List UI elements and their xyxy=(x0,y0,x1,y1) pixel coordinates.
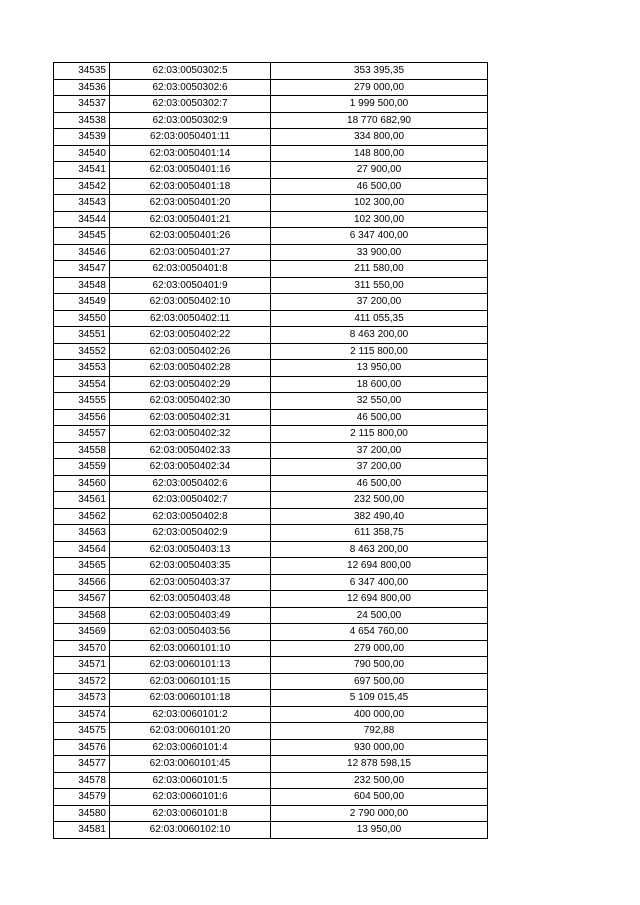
cadastral-number-cell: 62:03:0050402:9 xyxy=(110,525,271,542)
row-number-cell: 34571 xyxy=(54,657,110,674)
value-cell: 18 600,00 xyxy=(271,376,488,393)
cadastral-number-cell: 62:03:0050402:8 xyxy=(110,508,271,525)
value-cell: 2 115 800,00 xyxy=(271,426,488,443)
table-row xyxy=(54,310,488,327)
value-cell: 8 463 200,00 xyxy=(271,327,488,344)
value-cell: 400 000,00 xyxy=(271,706,488,723)
table-row xyxy=(54,426,488,443)
row-number-cell: 34542 xyxy=(54,178,110,195)
cadastral-number-cell: 62:03:0050402:10 xyxy=(110,294,271,311)
cadastral-number-cell: 62:03:0050402:34 xyxy=(110,459,271,476)
table-row xyxy=(54,360,488,377)
value-cell: 5 109 015,45 xyxy=(271,690,488,707)
value-cell: 2 790 000,00 xyxy=(271,805,488,822)
table-row xyxy=(54,591,488,608)
table-row xyxy=(54,145,488,162)
table-row xyxy=(54,475,488,492)
value-cell: 37 200,00 xyxy=(271,294,488,311)
cadastral-number-cell: 62:03:0050402:11 xyxy=(110,310,271,327)
table-row xyxy=(54,690,488,707)
row-number-cell: 34560 xyxy=(54,475,110,492)
cadastral-number-cell: 62:03:0050402:33 xyxy=(110,442,271,459)
row-number-cell: 34580 xyxy=(54,805,110,822)
row-number-cell: 34579 xyxy=(54,789,110,806)
value-cell: 33 900,00 xyxy=(271,244,488,261)
table-row xyxy=(54,228,488,245)
value-cell: 311 550,00 xyxy=(271,277,488,294)
row-number-cell: 34551 xyxy=(54,327,110,344)
table-row xyxy=(54,624,488,641)
cadastral-number-cell: 62:03:0050402:26 xyxy=(110,343,271,360)
value-cell: 232 500,00 xyxy=(271,772,488,789)
value-cell: 12 694 800,00 xyxy=(271,591,488,608)
row-number-cell: 34564 xyxy=(54,541,110,558)
cadastral-number-cell: 62:03:0050401:9 xyxy=(110,277,271,294)
table-row xyxy=(54,376,488,393)
value-cell: 6 347 400,00 xyxy=(271,228,488,245)
cadastral-number-cell: 62:03:0060101:13 xyxy=(110,657,271,674)
cadastral-number-cell: 62:03:0060101:15 xyxy=(110,673,271,690)
row-number-cell: 34575 xyxy=(54,723,110,740)
row-number-cell: 34544 xyxy=(54,211,110,228)
cadastral-number-cell: 62:03:0050402:6 xyxy=(110,475,271,492)
table-row xyxy=(54,640,488,657)
value-cell: 232 500,00 xyxy=(271,492,488,509)
value-cell: 382 490,40 xyxy=(271,508,488,525)
cadastral-number-cell: 62:03:0060101:20 xyxy=(110,723,271,740)
value-cell: 697 500,00 xyxy=(271,673,488,690)
value-cell: 32 550,00 xyxy=(271,393,488,410)
row-number-cell: 34550 xyxy=(54,310,110,327)
row-number-cell: 34581 xyxy=(54,822,110,839)
row-number-cell: 34578 xyxy=(54,772,110,789)
table-row xyxy=(54,723,488,740)
table-row xyxy=(54,508,488,525)
value-cell: 18 770 682,90 xyxy=(271,112,488,129)
value-cell: 611 358,75 xyxy=(271,525,488,542)
row-number-cell: 34540 xyxy=(54,145,110,162)
table-row xyxy=(54,492,488,509)
value-cell: 8 463 200,00 xyxy=(271,541,488,558)
table-row xyxy=(54,261,488,278)
cadastral-number-cell: 62:03:0050402:22 xyxy=(110,327,271,344)
cadastral-number-cell: 62:03:0060102:10 xyxy=(110,822,271,839)
cadastral-number-cell: 62:03:0050302:5 xyxy=(110,63,271,80)
value-cell: 411 055,35 xyxy=(271,310,488,327)
row-number-cell: 34554 xyxy=(54,376,110,393)
row-number-cell: 34535 xyxy=(54,63,110,80)
value-cell: 46 500,00 xyxy=(271,475,488,492)
table-row xyxy=(54,822,488,839)
table-row xyxy=(54,96,488,113)
row-number-cell: 34536 xyxy=(54,79,110,96)
row-number-cell: 34576 xyxy=(54,739,110,756)
table-row xyxy=(54,393,488,410)
table-body xyxy=(54,63,488,839)
table-row xyxy=(54,343,488,360)
row-number-cell: 34574 xyxy=(54,706,110,723)
row-number-cell: 34562 xyxy=(54,508,110,525)
row-number-cell: 34547 xyxy=(54,261,110,278)
cadastral-number-cell: 62:03:0050403:13 xyxy=(110,541,271,558)
cadastral-number-cell: 62:03:0050402:29 xyxy=(110,376,271,393)
table-row xyxy=(54,63,488,80)
cadastral-number-cell: 62:03:0050302:7 xyxy=(110,96,271,113)
table-row xyxy=(54,607,488,624)
table-row xyxy=(54,525,488,542)
row-number-cell: 34561 xyxy=(54,492,110,509)
table-row xyxy=(54,772,488,789)
row-number-cell: 34566 xyxy=(54,574,110,591)
value-cell: 27 900,00 xyxy=(271,162,488,179)
value-cell: 2 115 800,00 xyxy=(271,343,488,360)
table-row xyxy=(54,541,488,558)
row-number-cell: 34541 xyxy=(54,162,110,179)
value-cell: 12 878 598,15 xyxy=(271,756,488,773)
table-row xyxy=(54,178,488,195)
row-number-cell: 34537 xyxy=(54,96,110,113)
value-cell: 211 580,00 xyxy=(271,261,488,278)
cadastral-number-cell: 62:03:0050401:18 xyxy=(110,178,271,195)
row-number-cell: 34569 xyxy=(54,624,110,641)
value-cell: 12 694 800,00 xyxy=(271,558,488,575)
cadastral-number-cell: 62:03:0060101:2 xyxy=(110,706,271,723)
table-row xyxy=(54,657,488,674)
cadastral-number-cell: 62:03:0050401:16 xyxy=(110,162,271,179)
row-number-cell: 34568 xyxy=(54,607,110,624)
row-number-cell: 34552 xyxy=(54,343,110,360)
row-number-cell: 34546 xyxy=(54,244,110,261)
row-number-cell: 34570 xyxy=(54,640,110,657)
value-cell: 4 654 760,00 xyxy=(271,624,488,641)
row-number-cell: 34556 xyxy=(54,409,110,426)
table-row xyxy=(54,211,488,228)
value-cell: 13 950,00 xyxy=(271,822,488,839)
cadastral-number-cell: 62:03:0050401:26 xyxy=(110,228,271,245)
row-number-cell: 34573 xyxy=(54,690,110,707)
value-cell: 46 500,00 xyxy=(271,178,488,195)
cadastral-number-cell: 62:03:0050401:11 xyxy=(110,129,271,146)
table-row xyxy=(54,442,488,459)
cadastral-number-cell: 62:03:0060101:8 xyxy=(110,805,271,822)
table-row xyxy=(54,79,488,96)
table-row xyxy=(54,162,488,179)
value-cell: 24 500,00 xyxy=(271,607,488,624)
value-cell: 6 347 400,00 xyxy=(271,574,488,591)
table-row xyxy=(54,112,488,129)
row-number-cell: 34555 xyxy=(54,393,110,410)
row-number-cell: 34558 xyxy=(54,442,110,459)
row-number-cell: 34549 xyxy=(54,294,110,311)
cadastral-number-cell: 62:03:0050402:30 xyxy=(110,393,271,410)
table-row xyxy=(54,706,488,723)
data-table xyxy=(53,62,488,839)
row-number-cell: 34559 xyxy=(54,459,110,476)
value-cell: 930 000,00 xyxy=(271,739,488,756)
cadastral-number-cell: 62:03:0050401:20 xyxy=(110,195,271,212)
cadastral-number-cell: 62:03:0060101:10 xyxy=(110,640,271,657)
row-number-cell: 34557 xyxy=(54,426,110,443)
table-row xyxy=(54,244,488,261)
row-number-cell: 34543 xyxy=(54,195,110,212)
cadastral-number-cell: 62:03:0050401:14 xyxy=(110,145,271,162)
row-number-cell: 34565 xyxy=(54,558,110,575)
cadastral-number-cell: 62:03:0050302:9 xyxy=(110,112,271,129)
table-row xyxy=(54,409,488,426)
value-cell: 46 500,00 xyxy=(271,409,488,426)
cadastral-number-cell: 62:03:0060101:18 xyxy=(110,690,271,707)
cadastral-number-cell: 62:03:0050403:35 xyxy=(110,558,271,575)
table-row xyxy=(54,129,488,146)
value-cell: 102 300,00 xyxy=(271,211,488,228)
value-cell: 279 000,00 xyxy=(271,640,488,657)
cadastral-number-cell: 62:03:0050402:32 xyxy=(110,426,271,443)
table-row xyxy=(54,294,488,311)
value-cell: 148 800,00 xyxy=(271,145,488,162)
value-cell: 353 395,35 xyxy=(271,63,488,80)
table-row xyxy=(54,327,488,344)
value-cell: 792,88 xyxy=(271,723,488,740)
table-row xyxy=(54,673,488,690)
cadastral-number-cell: 62:03:0050401:8 xyxy=(110,261,271,278)
table-row xyxy=(54,574,488,591)
table-row xyxy=(54,277,488,294)
table-row xyxy=(54,558,488,575)
row-number-cell: 34553 xyxy=(54,360,110,377)
table-row xyxy=(54,805,488,822)
value-cell: 13 950,00 xyxy=(271,360,488,377)
value-cell: 334 800,00 xyxy=(271,129,488,146)
cadastral-number-cell: 62:03:0060101:4 xyxy=(110,739,271,756)
cadastral-number-cell: 62:03:0050401:27 xyxy=(110,244,271,261)
value-cell: 279 000,00 xyxy=(271,79,488,96)
table-row xyxy=(54,459,488,476)
row-number-cell: 34572 xyxy=(54,673,110,690)
table-row xyxy=(54,739,488,756)
table-row xyxy=(54,195,488,212)
row-number-cell: 34545 xyxy=(54,228,110,245)
cadastral-number-cell: 62:03:0060101:6 xyxy=(110,789,271,806)
value-cell: 37 200,00 xyxy=(271,442,488,459)
value-cell: 790 500,00 xyxy=(271,657,488,674)
row-number-cell: 34567 xyxy=(54,591,110,608)
row-number-cell: 34577 xyxy=(54,756,110,773)
row-number-cell: 34538 xyxy=(54,112,110,129)
cadastral-number-cell: 62:03:0050302:6 xyxy=(110,79,271,96)
row-number-cell: 34548 xyxy=(54,277,110,294)
cadastral-number-cell: 62:03:0050401:21 xyxy=(110,211,271,228)
row-number-cell: 34563 xyxy=(54,525,110,542)
cadastral-number-cell: 62:03:0050402:31 xyxy=(110,409,271,426)
cadastral-number-cell: 62:03:0050402:7 xyxy=(110,492,271,509)
cadastral-number-cell: 62:03:0060101:5 xyxy=(110,772,271,789)
value-cell: 37 200,00 xyxy=(271,459,488,476)
cadastral-number-cell: 62:03:0050403:48 xyxy=(110,591,271,608)
value-cell: 1 999 500,00 xyxy=(271,96,488,113)
value-cell: 604 500,00 xyxy=(271,789,488,806)
value-cell: 102 300,00 xyxy=(271,195,488,212)
table-row xyxy=(54,756,488,773)
cadastral-number-cell: 62:03:0050403:37 xyxy=(110,574,271,591)
cadastral-number-cell: 62:03:0060101:45 xyxy=(110,756,271,773)
cadastral-number-cell: 62:03:0050403:56 xyxy=(110,624,271,641)
table-row xyxy=(54,789,488,806)
cadastral-number-cell: 62:03:0050403:49 xyxy=(110,607,271,624)
row-number-cell: 34539 xyxy=(54,129,110,146)
cadastral-number-cell: 62:03:0050402:28 xyxy=(110,360,271,377)
